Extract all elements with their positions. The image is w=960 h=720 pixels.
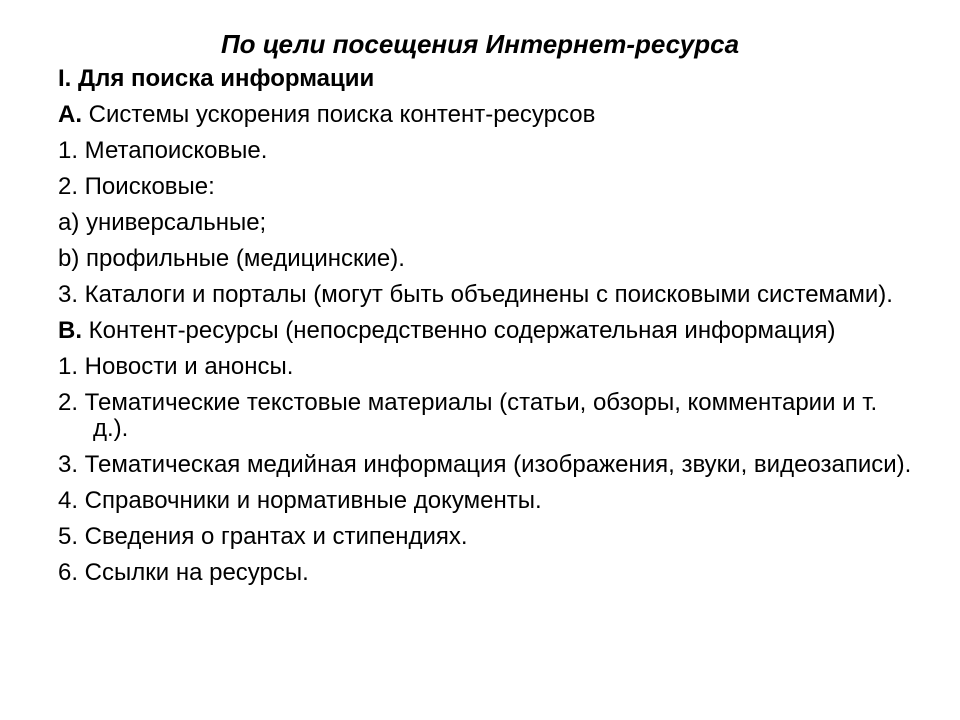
list-item — [58, 524, 918, 550]
list-item-text: 2. Тематические текстовые материалы (статьи, обзоры, комментарии и т. д.). — [58, 389, 878, 442]
list-item — [58, 488, 918, 514]
list-item-text: 6. Ссылки на ресурсы. — [58, 559, 309, 586]
list-item — [58, 210, 918, 236]
list-item-text: a) универсальные; — [58, 209, 267, 236]
list-item — [58, 138, 918, 164]
slide-content — [58, 66, 918, 596]
subsection-a — [58, 102, 918, 128]
list-item-text: 3. Тематическая медийная информация (изображения, звуки, видеозаписи). — [58, 451, 912, 478]
subsection-b-marker: B. — [58, 317, 82, 344]
subsection-a-text: Системы ускорения поиска контент-ресурсов — [82, 101, 596, 128]
list-item-text: 3. Каталоги и порталы (могут быть объединены с поисковыми системами). — [58, 281, 893, 308]
list-item — [58, 174, 918, 200]
list-item-text: 5. Сведения о грантах и стипендиях. — [58, 523, 468, 550]
list-item — [58, 354, 918, 380]
section-heading-search — [58, 66, 918, 92]
list-item-text: 2. Поисковые: — [58, 173, 215, 200]
list-item — [58, 246, 918, 272]
slide-title: По цели посещения Интернет-ресурса — [220, 29, 740, 59]
list-item-text: b) профильные (медицинские). — [58, 245, 405, 272]
list-item — [58, 452, 918, 478]
list-item — [58, 390, 918, 442]
list-item-text: 4. Справочники и нормативные документы. — [58, 487, 542, 514]
section-heading-text: I. Для поиска информации — [58, 65, 375, 92]
list-item — [58, 560, 918, 586]
list-item-text: 1. Новости и анонсы. — [58, 353, 294, 380]
list-item-text: 1. Метапоисковые. — [58, 137, 268, 164]
subsection-a-marker: A. — [58, 101, 82, 128]
subsection-b-text: Контент-ресурсы (непосредственно содержательная информация) — [82, 317, 836, 344]
subsection-b — [58, 318, 918, 344]
list-item — [58, 282, 918, 308]
